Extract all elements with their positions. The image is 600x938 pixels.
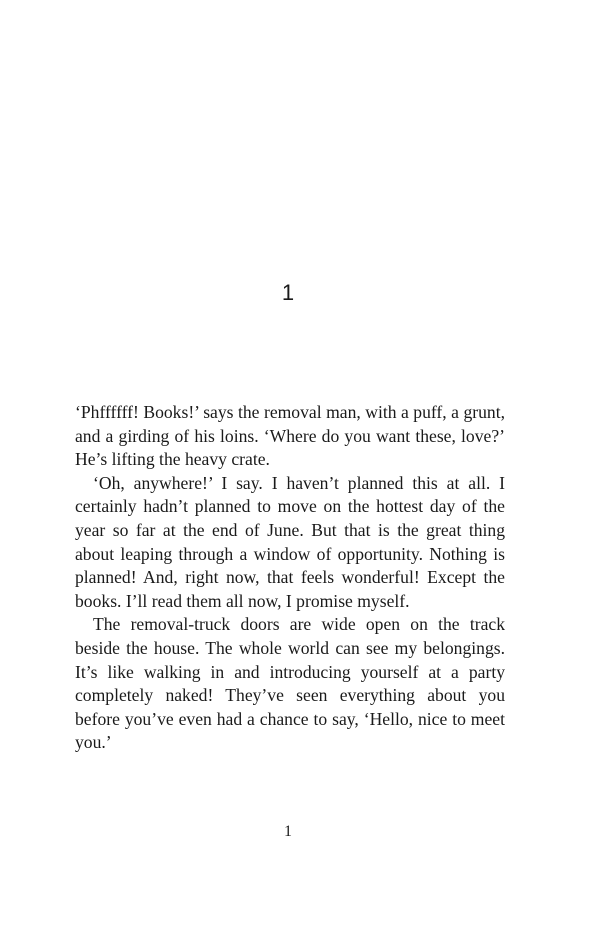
paragraph-3: The removal-truck doors are wide open on the track beside the house. The whole world can see my belongings. It’s like walking in and introducing yourself at a party completely naked! They’ve seen everything about you before you’ve even had a chance to say, ‘Hello, nice to meet you.’ <box>75 614 505 753</box>
chapter-body-text <box>75 401 505 755</box>
paragraph-1: ‘Phffffff! Books!’ says the removal man, with a puff, a grunt, and a girding of his loins. ‘Where do you want these, love?’ He’s lifting the heavy crate. <box>75 402 505 470</box>
paragraph-2: ‘Oh, anywhere!’ I say. I haven’t planned this at all. I certainly hadn’t planned to move on the hottest day of the year so far at the end of June. But that is the great thing about leaping through a window of opportunity. Nothing is planned! And, right now, that feels wonderful! Except the books. I’ll read them all now, I promise myself. <box>75 472 505 611</box>
chapter-number: 1 <box>281 280 295 305</box>
page-number: 1 <box>284 823 292 840</box>
